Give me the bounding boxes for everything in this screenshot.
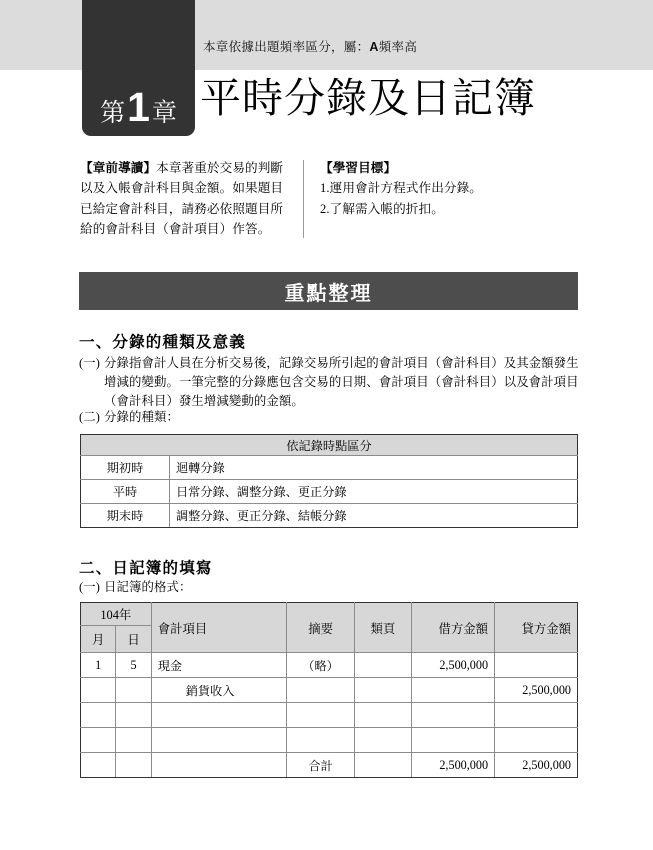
paragraph-marker: (二) (79, 410, 100, 424)
frequency-note-prefix: 本章依據出題頻率區分，屬： (203, 40, 370, 54)
learning-objective-item: 1.運用會計方程式作出分錄。 (320, 181, 482, 196)
learning-objectives-label: 【學習目標】 (320, 161, 397, 175)
chapter-badge-prefix: 第 (100, 99, 126, 127)
chapter-guide-label: 【章前導讀】 (80, 161, 157, 175)
ledger-cell-account (151, 703, 287, 728)
journal-types-cell: 調整分錄、更正分錄、結帳分錄 (170, 504, 578, 528)
learning-objective-item: 2.了解需入帳的折扣。 (320, 201, 444, 216)
ledger-cell-account (151, 753, 287, 778)
ledger-col-memo: 摘要 (287, 603, 354, 653)
ledger-col-day: 日 (116, 626, 151, 653)
ledger-cell-memo (287, 728, 354, 753)
table-header-row (81, 435, 578, 456)
table-row (81, 456, 578, 480)
ledger-cell-memo: 合計 (287, 753, 354, 778)
ledger-col-ref: 類頁 (354, 603, 412, 653)
journal-types-table (80, 434, 578, 528)
intro-section (80, 158, 580, 240)
table-row (81, 728, 578, 753)
section-2-paragraph-1 (79, 578, 579, 597)
ledger-cell-day (116, 753, 151, 778)
ledger-cell-month (81, 678, 116, 703)
ledger-cell-debit (412, 678, 495, 703)
ledger-cell-ref (354, 728, 412, 753)
paragraph-text: 日記簿的格式： (104, 580, 192, 594)
ledger-cell-day (116, 703, 151, 728)
ledger-col-account: 會計項目 (151, 603, 287, 653)
ledger-cell-day (116, 728, 151, 753)
intro-divider (303, 160, 304, 238)
frequency-note (203, 37, 417, 55)
journal-period-cell: 期末時 (81, 504, 170, 528)
ledger-cell-credit (495, 653, 578, 678)
ledger-cell-account (151, 728, 287, 753)
ledger-cell-day (116, 678, 151, 703)
paragraph-text: 分錄的種類： (104, 410, 179, 424)
section-heading-1: 一、分錄的種類及意義 (79, 334, 247, 351)
chapter-badge (82, 0, 195, 136)
ledger-col-credit: 貸方金額 (495, 603, 578, 653)
journal-period-cell: 期初時 (81, 456, 170, 480)
paragraph-marker: (一) (79, 580, 100, 594)
journal-types-cell: 日常分錄、調整分錄、更正分錄 (170, 480, 578, 504)
chapter-guide-text: 本章著重於交易的判斷以及入帳會計科目與金額。如果題目已給定會計科目，請務必依照題目所給的會計科目（會計項目）作答。 (80, 161, 284, 237)
ledger-cell-month (81, 753, 116, 778)
ledger-cell-account: 銷貨收入 (151, 678, 287, 703)
section-1-paragraph-1 (79, 354, 579, 411)
ledger-col-year: 104年 (81, 603, 152, 626)
ledger-cell-month (81, 703, 116, 728)
ledger-cell-credit (495, 728, 578, 753)
ledger-cell-debit: 2,500,000 (412, 753, 495, 778)
chapter-guide-block (80, 158, 287, 240)
ledger-cell-debit (412, 728, 495, 753)
ledger-cell-month (81, 728, 116, 753)
ledger-table (80, 602, 578, 778)
ledger-cell-month: 1 (81, 653, 116, 678)
ledger-cell-debit (412, 703, 495, 728)
ledger-header-row-top (81, 603, 578, 626)
journal-types-header-cell: 依記錄時點區分 (81, 435, 578, 456)
ledger-cell-memo (287, 678, 354, 703)
chapter-badge-inner (100, 84, 177, 130)
journal-types-cell: 迴轉分錄 (170, 456, 578, 480)
ledger-cell-memo (287, 703, 354, 728)
journal-period-cell: 平時 (81, 480, 170, 504)
ledger-cell-ref (354, 678, 412, 703)
ledger-cell-credit (495, 703, 578, 728)
section-heading-2: 二、日記簿的填寫 (79, 560, 213, 577)
ledger-cell-ref (354, 653, 412, 678)
ledger-cell-memo: （略） (287, 653, 354, 678)
ledger-col-debit: 借方金額 (412, 603, 495, 653)
table-row (81, 480, 578, 504)
table-row (81, 678, 578, 703)
frequency-grade: A (369, 40, 379, 54)
table-row (81, 653, 578, 678)
chapter-badge-number: 1 (127, 84, 150, 130)
ledger-cell-credit: 2,500,000 (495, 753, 578, 778)
ledger-cell-debit: 2,500,000 (412, 653, 495, 678)
ledger-col-month: 月 (81, 626, 116, 653)
frequency-note-suffix: 頻率高 (378, 40, 418, 54)
page-title: 平時分錄及日記簿 (200, 75, 536, 121)
table-row (81, 703, 578, 728)
chapter-badge-suffix: 章 (151, 99, 177, 127)
ledger-cell-ref (354, 703, 412, 728)
ledger-cell-ref (354, 753, 412, 778)
key-points-banner: 重點整理 (79, 272, 578, 310)
paragraph-marker: (一) (79, 356, 100, 370)
paragraph-text: 分錄指會計人員在分析交易後，記錄交易所引起的會計項目（會計科目）及其金額發生增減的變動。一筆完整的分錄應包含交易的日期、會計項目（會計科目）以及會計項目（會計科目）發生增減變動的金額。 (104, 356, 579, 408)
table-row (81, 504, 578, 528)
learning-objectives-block (320, 158, 580, 240)
ledger-cell-day: 5 (116, 653, 151, 678)
ledger-cell-credit: 2,500,000 (495, 678, 578, 703)
table-row (81, 753, 578, 778)
section-1-paragraph-2 (79, 408, 579, 427)
ledger-cell-account: 現金 (151, 653, 287, 678)
